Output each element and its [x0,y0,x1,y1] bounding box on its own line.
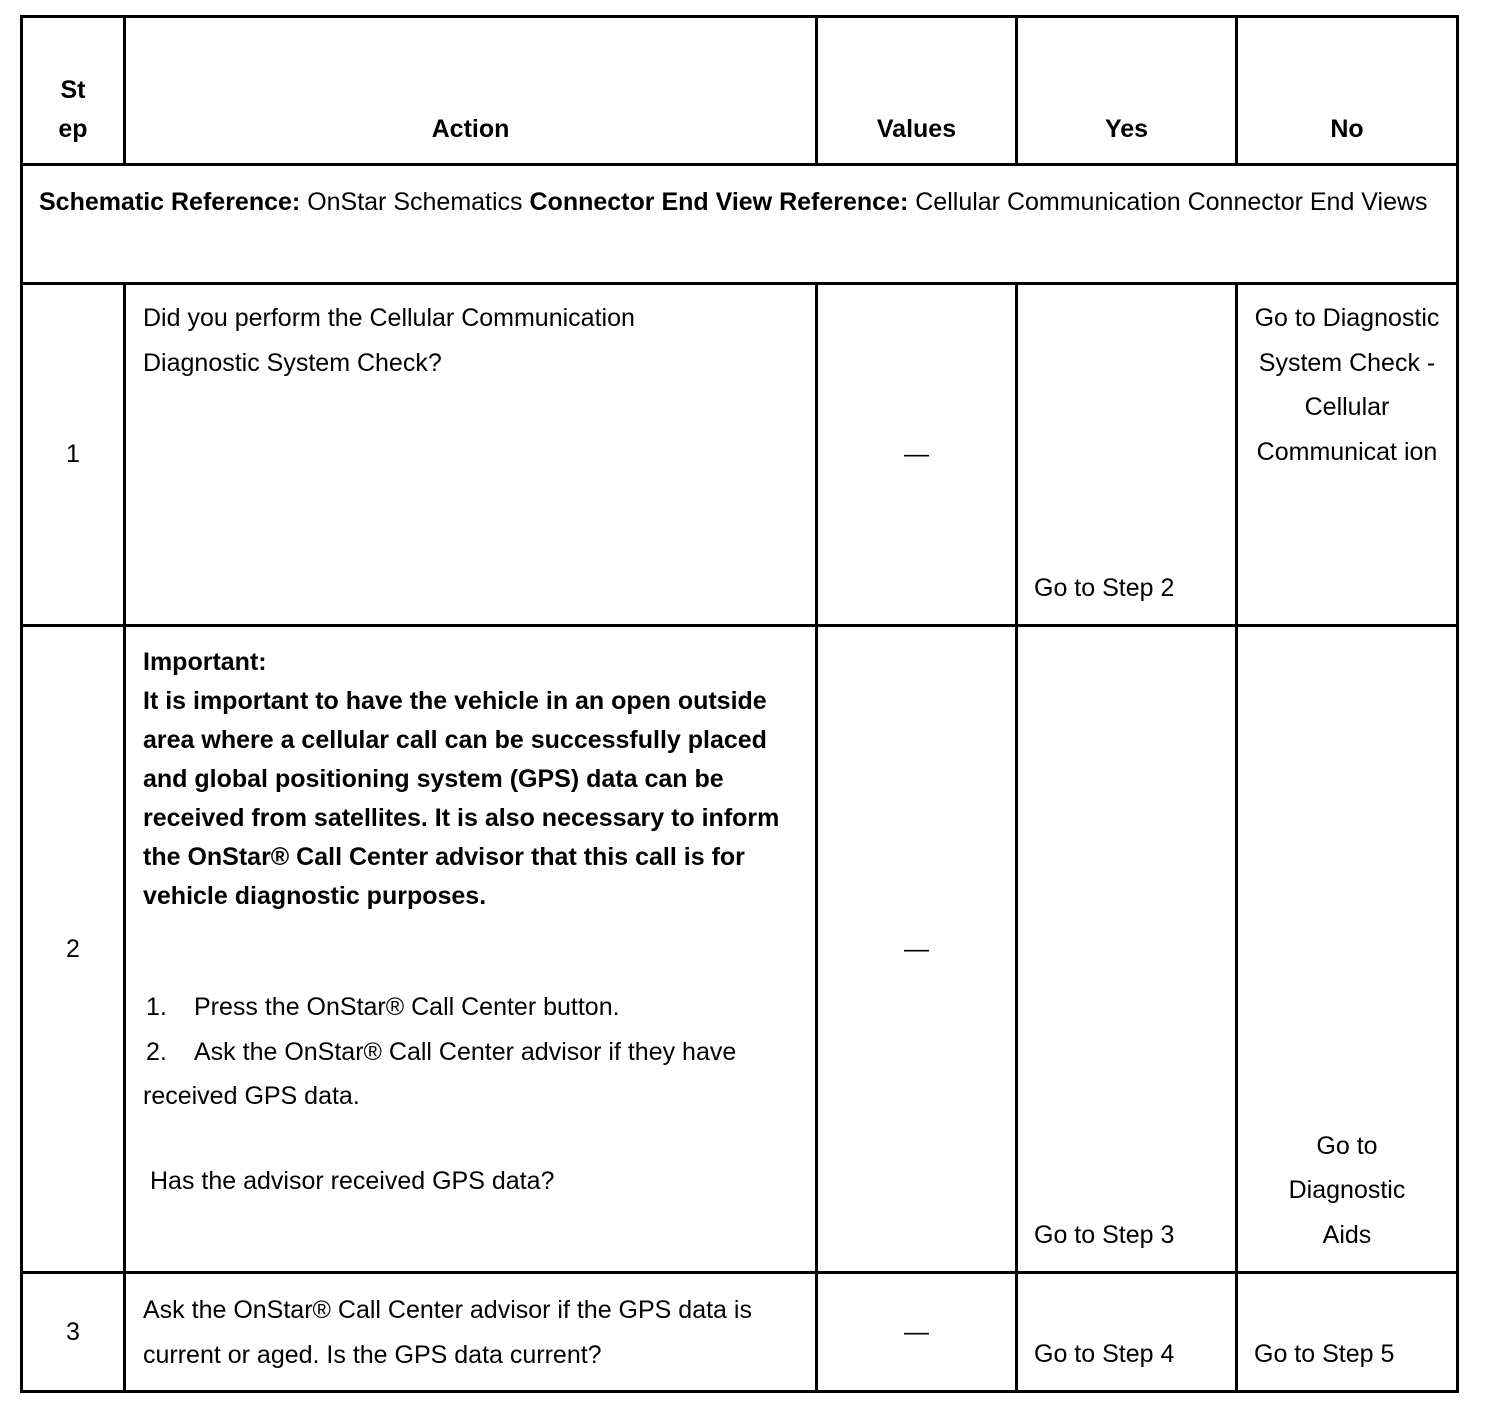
instruction-list [143,985,799,1119]
step-number: 2 [22,626,125,1273]
yes-link[interactable]: Go to Step 4 [1017,1273,1237,1392]
step-number: 3 [22,1273,125,1392]
question-text: Has the advisor received GPS data? [150,1166,555,1195]
no-link[interactable]: Go to Diagnostic Aids [1237,626,1458,1273]
reference-row [22,165,1458,284]
action-text: Did you perform the Cellular Communication Diagnostic System Check? [143,304,635,377]
no-link[interactable]: Go to Step 5 [1237,1273,1458,1392]
header-step: St ep [22,17,125,165]
schematic-reference-link[interactable]: OnStar Schematics [307,188,523,216]
table-row [22,1273,1458,1392]
step-number: 1 [22,284,125,626]
header-row [22,17,1458,165]
action-cell [125,1273,817,1392]
header-yes: Yes [1017,17,1237,165]
reference-cell [22,165,1458,284]
action-cell [125,626,817,1273]
header-no: No [1237,17,1458,165]
values-cell: — [817,284,1017,626]
header-action: Action [125,17,817,165]
yes-link[interactable]: Go to Step 3 [1017,626,1237,1273]
action-cell [125,284,817,626]
list-item: 2. Ask the OnStar® Call Center advisor if they have received GPS data. [143,1037,737,1110]
connector-reference-label: Connector End View Reference: [529,188,909,216]
action-text: Ask the OnStar® Call Center advisor if the GPS data is current or aged. Is the GPS data current? [143,1296,752,1369]
connector-reference-link[interactable]: Cellular Communication Connector End Views [915,188,1428,216]
table-row [22,284,1458,626]
values-cell: — [817,1273,1017,1392]
yes-link[interactable]: Go to Step 2 [1017,284,1237,626]
list-item: 1. Press the OnStar® Call Center button. [146,993,620,1021]
diagnostic-table [20,15,1459,1393]
schematic-reference-label: Schematic Reference: [39,188,301,216]
no-link[interactable]: Go to Diagnostic System Check - Cellular Communicat ion [1237,284,1458,626]
important-title: Important: [143,648,267,676]
values-cell: — [817,626,1017,1273]
table-row [22,626,1458,1273]
important-text: It is important to have the vehicle in an open outside area where a cellular call can be successfully placed and global positioning system (GPS) data can be received from satellites. It is also necessary to inform the OnStar® Call Center advisor that this call is for vehicle diagnostic purposes. [143,687,780,910]
header-values: Values [817,17,1017,165]
